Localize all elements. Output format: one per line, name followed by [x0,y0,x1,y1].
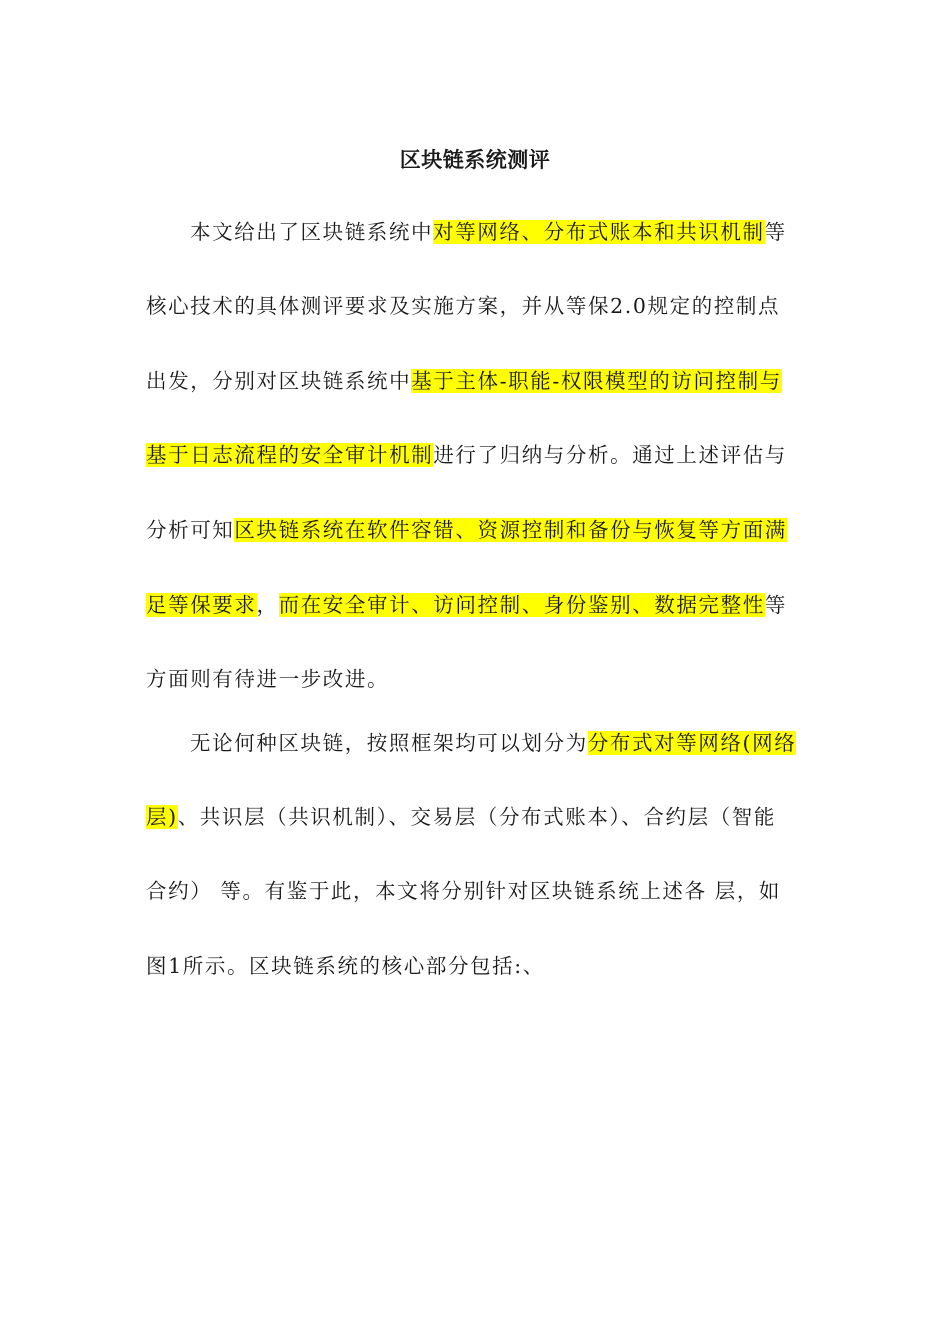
highlighted-text: 基于主体-职能-权限模型的访问控制与 [411,369,782,393]
highlighted-text: 基于日志流程的安全审计机制 [146,443,434,467]
text-line [146,590,787,620]
highlighted-text: 区块链系统在软件容错、资源控制和备份与恢复等方面满 [234,518,787,542]
highlighted-text: 足等保要求 [146,593,257,617]
text-line [190,217,787,247]
text-segment: 方面则有待进一步改进。 [146,667,390,691]
text-line [146,802,776,832]
text-segment: 出发，分别对区块链系统中 [146,369,412,393]
text-line [146,291,780,321]
highlighted-text: 而在安全审计、访问控制、身份鉴别、数据完整性 [278,593,765,617]
text-line [146,951,545,981]
text-segment: 、共识层（共识机制）、交易层（分布式账本）、合约层（智能 [177,805,777,829]
text-segment: 等 [764,593,787,617]
text-segment: 本文给出了区块链系统中 [190,220,434,244]
highlighted-text: 分布式对等网络(网络 [587,731,797,755]
text-segment: 分析可知 [146,518,235,542]
text-line [146,515,787,545]
text-segment: 进行了归纳与分析。通过上述评估与 [433,443,787,467]
page-title: 区块链系统测评 [399,148,551,172]
text-segment: 无论何种区块链，按照框架均可以划分为 [190,731,588,755]
text-line [146,664,389,694]
highlighted-text: 层) [146,805,178,829]
text-line [190,728,796,758]
text-line [146,876,781,906]
text-segment: ， [256,593,279,617]
text-line [146,440,787,470]
text-segment: 合约） 等。有鉴于此，本文将分别针对区块链系统上述各 层，如 [146,879,782,903]
highlighted-text: 对等网络、分布式账本和共识机制 [433,220,765,244]
text-segment: 等 [764,220,787,244]
text-segment: 图1所示。区块链系统的核心部分包括:、 [146,954,545,978]
text-segment: 核心技术的具体测评要求及实施方案，并从等保2.0规定的控制点 [146,294,781,318]
text-line [146,366,782,396]
